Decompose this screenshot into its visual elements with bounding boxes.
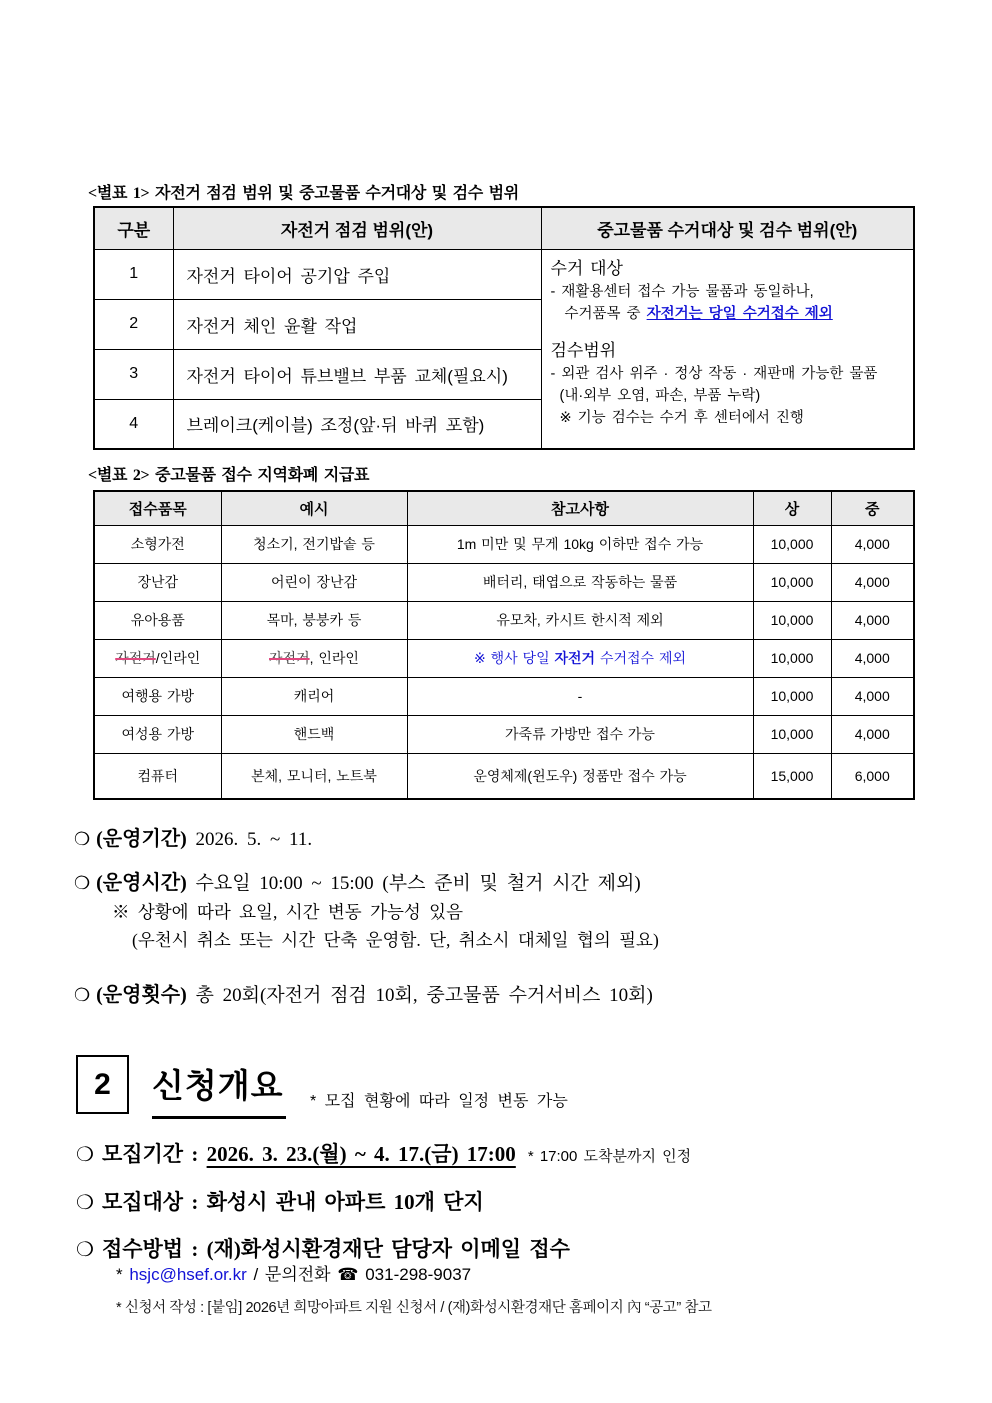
form-note-line: * 신청서 작성 : [붙임] 2026년 희망아파트 지원 신청서 / (재)화성시환경재단 홈페이지 內 “공고” 참고 <box>116 1300 712 1316</box>
operation-period-value: 2026. 5. ~ 11. <box>195 829 313 850</box>
operation-period-label: (운영기간) <box>96 828 187 850</box>
cell-high: 10,000 <box>753 601 831 639</box>
cell-example: 핸드백 <box>221 715 407 753</box>
cell-mid: 4,000 <box>831 601 914 639</box>
cell-high: 10,000 <box>753 715 831 753</box>
table1-row2-no: 2 <box>94 299 173 349</box>
table2-payment <box>93 490 915 800</box>
spacer <box>551 325 910 339</box>
cell-note: 1m 미만 및 무게 10kg 이하만 접수 가능 <box>407 525 753 563</box>
cell-note: 유모차, 카시트 한시적 제외 <box>407 601 753 639</box>
table1-header-gubun: 구분 <box>94 207 173 249</box>
contact-line <box>116 1260 471 1285</box>
circle-bullet-icon: ❍ <box>76 1144 94 1166</box>
table2-header-note: 참고사항 <box>407 491 753 525</box>
cell-note: 가죽류 가방만 접수 가능 <box>407 715 753 753</box>
table2-header-example: 예시 <box>221 491 407 525</box>
strikethrough-text: 자전거 <box>269 650 310 666</box>
cell-high: 10,000 <box>753 639 831 677</box>
cell-high: 10,000 <box>753 563 831 601</box>
table1-header-goods-scope: 중고물품 수거대상 및 검수 범위(안) <box>541 207 914 249</box>
collection-line2-highlight: 자전거는 당일 수거접수 제외 <box>646 305 833 322</box>
cell-example: 목마, 붕붕카 등 <box>221 601 407 639</box>
colon: : <box>183 1142 207 1166</box>
table1-merged-cell <box>541 249 914 449</box>
strikethrough-text: 자전거 <box>115 650 156 666</box>
operation-count-label: (운영횟수) <box>96 984 187 1006</box>
bullet-apply-method <box>76 1233 570 1263</box>
email-link[interactable]: hsjc@hsef.or.kr <box>129 1265 247 1284</box>
cell-example: 어린이 장난감 <box>221 563 407 601</box>
apply-method-value: (재)화성시환경재단 담당자 이메일 접수 <box>206 1237 570 1261</box>
inspection-scope-line2: (내·외부 오염, 파손, 부품 누락) <box>559 387 761 404</box>
table1-row4-no: 4 <box>94 399 173 449</box>
bullet-apply-period <box>76 1138 691 1168</box>
apply-period-value: 2026. 3. 23.(월) ~ 4. 17.(금) 17:00 <box>206 1142 516 1166</box>
table1-header-row <box>94 207 914 249</box>
cell-item: 장난감 <box>94 563 221 601</box>
bullet-operation-period <box>74 822 312 851</box>
section-note: * 모집 현황에 따라 일정 변동 가능 <box>310 1093 568 1110</box>
apply-period-note: * 17:00 도착분까지 인정 <box>527 1148 692 1165</box>
bullet-operation-count <box>74 978 653 1007</box>
table2-caption: <별표 2> 중고물품 접수 지역화폐 지급표 <box>88 467 370 484</box>
table2-header-high: 상 <box>753 491 831 525</box>
operation-count-value: 총 20회(자전거 점검 10회, 중고물품 수거서비스 10회) <box>195 985 653 1006</box>
circle-bullet-icon: ❍ <box>76 1239 94 1261</box>
table1-row4-task: 브레이크(케이블) 조정(앞·뒤 바퀴 포함) <box>173 399 541 449</box>
table1-bike-inspection <box>93 206 915 450</box>
note-prefix: ※ 행사 당일 <box>473 650 555 666</box>
operation-time-value: 수요일 10:00 ~ 15:00 (부스 준비 및 철거 시간 제외) <box>195 873 641 894</box>
section-number-box: 2 <box>76 1055 129 1114</box>
circle-bullet-icon: ❍ <box>74 829 91 849</box>
table2-row-bike-inline <box>94 639 914 677</box>
operation-time-note2: (우천시 취소 또는 시간 단축 운영함. 단, 취소시 대체일 협의 필요) <box>132 930 659 950</box>
note-suffix: 수거접수 제외 <box>595 650 686 666</box>
cell-example <box>221 639 407 677</box>
operation-time-label: (운영시간) <box>96 872 187 894</box>
cell-high: 15,000 <box>753 753 831 799</box>
table1-caption: <별표 1> 자전거 점검 범위 및 중고물품 수거대상 및 검수 범위 <box>88 185 519 202</box>
table2-row-toy <box>94 563 914 601</box>
cell-item: 유아용품 <box>94 601 221 639</box>
contact-phone: / 문의전화 ☎ 031-298-9037 <box>246 1265 472 1284</box>
cell-example: 청소기, 전기밥솥 등 <box>221 525 407 563</box>
inspection-scope-line1: - 외관 검사 위주 · 정상 작동 · 재판매 가능한 물품 <box>550 365 878 382</box>
collection-target-title: 수거 대상 <box>550 258 623 278</box>
collection-target-line1: - 재활용센터 접수 가능 물품과 동일하나, <box>550 283 814 300</box>
operation-time-note1: ※ 상황에 따라 요일, 시간 변동 가능성 있음 <box>112 902 463 922</box>
inspection-scope-title: 검수범위 <box>550 340 617 360</box>
table1-row3-task: 자전거 타이어 튜브밸브 부품 교체(필요시) <box>173 349 541 399</box>
cell-item: 소형가전 <box>94 525 221 563</box>
table2-row-computer <box>94 753 914 799</box>
bullet-apply-target <box>76 1186 484 1216</box>
colon: : <box>183 1237 207 1261</box>
circle-bullet-icon: ❍ <box>74 985 91 1005</box>
table1-row <box>94 249 914 299</box>
collection-target-line2 <box>551 303 910 325</box>
cell-mid: 4,000 <box>831 715 914 753</box>
table1-row3-no: 3 <box>94 349 173 399</box>
apply-method-label: 접수방법 <box>101 1237 184 1261</box>
cell-note: 배터리, 태엽으로 작동하는 물품 <box>407 563 753 601</box>
cell-item <box>94 639 221 677</box>
cell-note: 운영체제(윈도우) 정품만 접수 가능 <box>407 753 753 799</box>
circle-bullet-icon: ❍ <box>76 1192 94 1214</box>
cell-item: 여행용 가방 <box>94 677 221 715</box>
cell-mid: 4,000 <box>831 639 914 677</box>
table2-header-row <box>94 491 914 525</box>
apply-period-label: 모집기간 <box>101 1142 184 1166</box>
table2-row-appliance <box>94 525 914 563</box>
cell-example-rest: , 인라인 <box>309 650 359 666</box>
table1-row1-no: 1 <box>94 249 173 299</box>
table2-row-travel-bag <box>94 677 914 715</box>
table1-header-bike-scope: 자전거 점검 범위(안) <box>173 207 541 249</box>
cell-note-blue <box>407 639 753 677</box>
asterisk: * <box>116 1265 130 1284</box>
table1-row1-task: 자전거 타이어 공기압 주입 <box>173 249 541 299</box>
cell-high: 10,000 <box>753 677 831 715</box>
cell-mid: 4,000 <box>831 525 914 563</box>
note-bold: 자전거 <box>554 650 596 666</box>
cell-mid: 4,000 <box>831 677 914 715</box>
cell-item: 컴퓨터 <box>94 753 221 799</box>
table2-header-item: 접수품목 <box>94 491 221 525</box>
circle-bullet-icon: ❍ <box>74 873 91 893</box>
cell-example: 본체, 모니터, 노트북 <box>221 753 407 799</box>
apply-target-value: 화성시 관내 아파트 10개 단지 <box>206 1190 484 1214</box>
table2-row-women-bag <box>94 715 914 753</box>
collection-line2-prefix: 수거품목 중 <box>564 305 647 322</box>
apply-target-label: 모집대상 <box>101 1190 184 1214</box>
table2-row-baby <box>94 601 914 639</box>
colon: : <box>183 1190 207 1214</box>
section-title: 신청개요 <box>152 1060 286 1119</box>
table2-header-mid: 중 <box>831 491 914 525</box>
table1-row2-task: 자전거 체인 윤활 작업 <box>173 299 541 349</box>
cell-example: 캐리어 <box>221 677 407 715</box>
cell-item-rest: /인라인 <box>155 650 201 666</box>
cell-high: 10,000 <box>753 525 831 563</box>
bullet-operation-time <box>74 866 641 895</box>
inspection-scope-line3: ※ 기능 검수는 수거 후 센터에서 진행 <box>559 409 804 426</box>
cell-mid: 4,000 <box>831 563 914 601</box>
cell-note: - <box>407 677 753 715</box>
cell-item: 여성용 가방 <box>94 715 221 753</box>
cell-mid: 6,000 <box>831 753 914 799</box>
